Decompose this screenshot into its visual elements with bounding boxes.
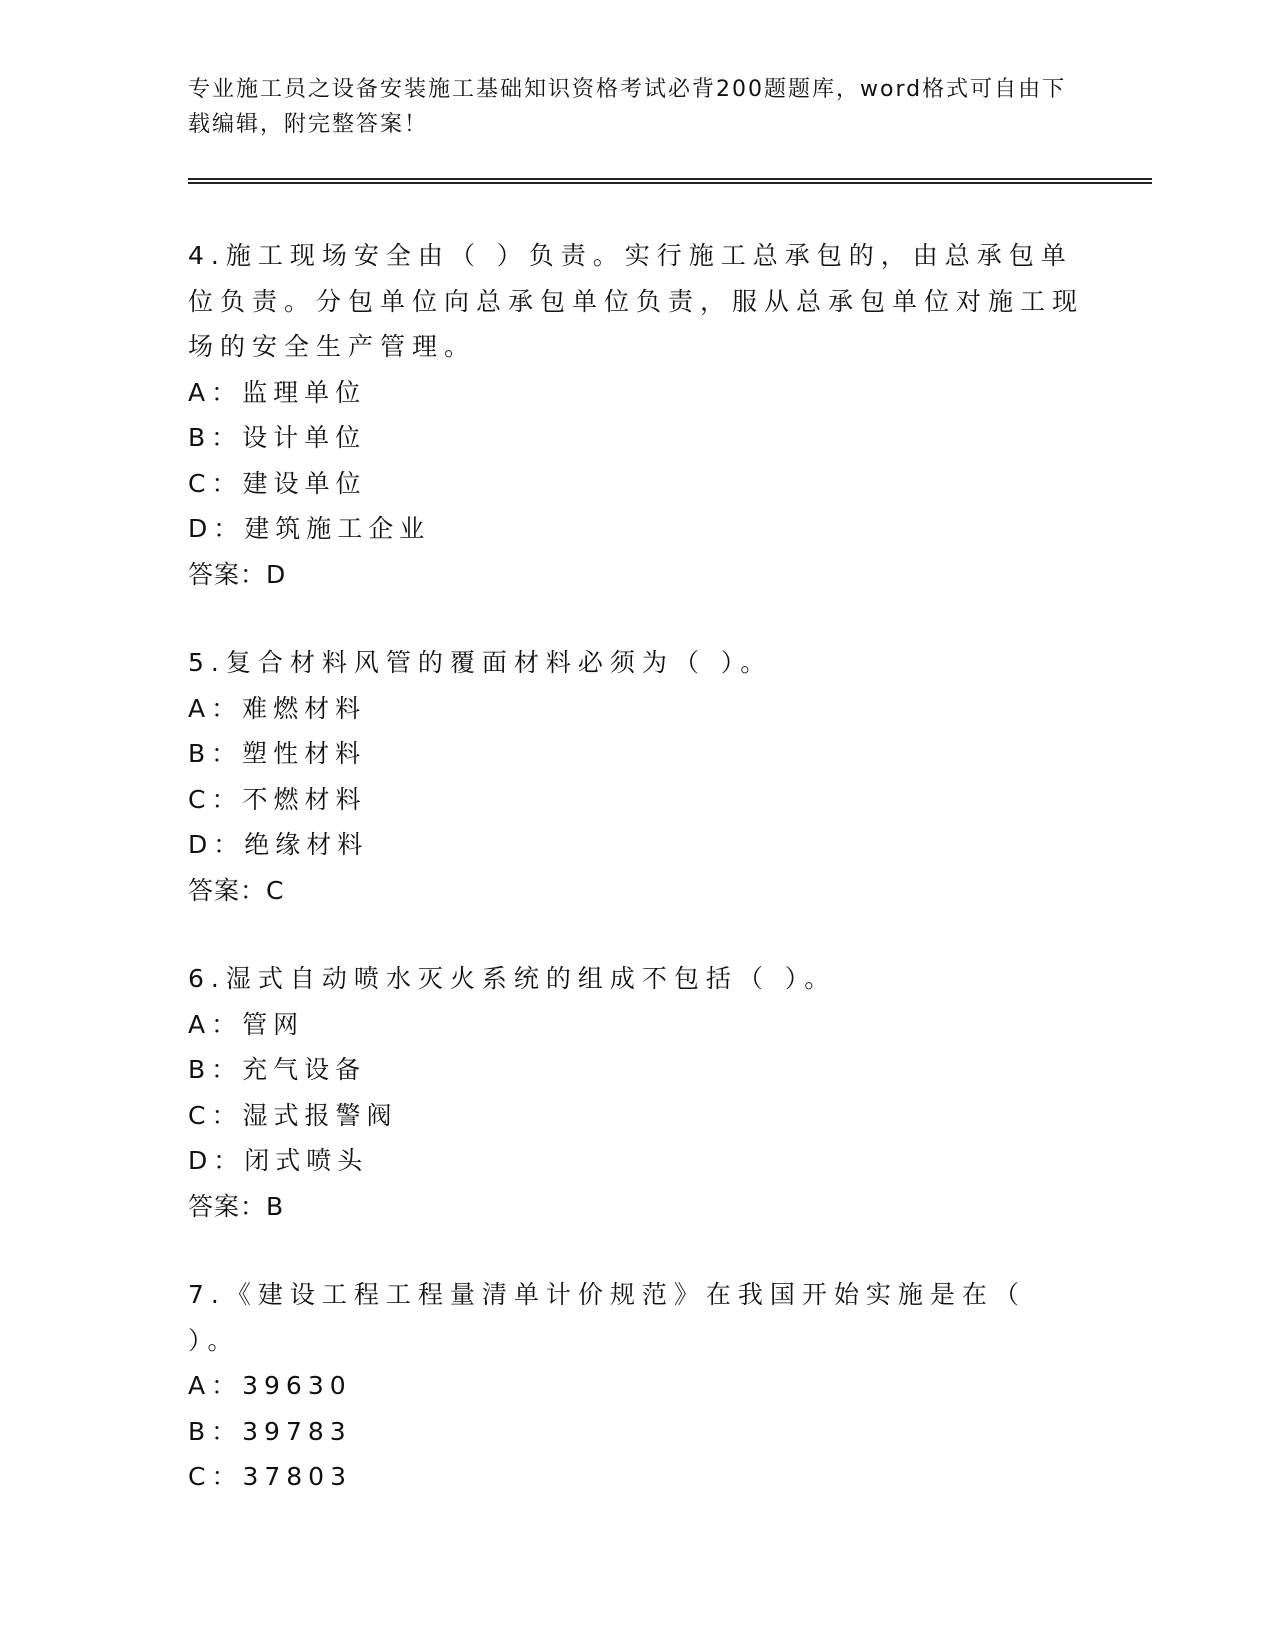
question-stem: 6.湿式自动喷水灭火系统的组成不包括（ ）。	[188, 964, 837, 993]
option-b: B：塑性材料	[188, 739, 367, 768]
question-6	[188, 956, 1088, 1229]
header-double-rule	[188, 178, 1152, 184]
question-stem: 7.《建设工程工程量清单计价规范》在我国开始实施是在（ ）。	[188, 1280, 1026, 1355]
option-a: A：监理单位	[188, 377, 367, 407]
answer-line: 答案：C	[188, 875, 285, 905]
option-b: B：充气设备	[188, 1055, 367, 1084]
option-c: C：湿式报警阀	[188, 1100, 398, 1130]
question-5	[188, 640, 1088, 913]
question-7	[188, 1272, 1088, 1500]
option-b: B：设计单位	[188, 423, 367, 452]
answer-line: 答案：D	[188, 559, 287, 589]
option-b: B：39783	[188, 1416, 352, 1446]
option-a: A：难燃材料	[188, 693, 367, 723]
answer-line: 答案：B	[188, 1191, 285, 1221]
question-list	[188, 233, 1088, 1543]
option-c: C：37803	[188, 1462, 352, 1491]
option-a: A：管网	[188, 1009, 305, 1039]
document-header: 专业施工员之设备安装施工基础知识资格考试必背200题题库，word格式可自由下载编辑，附完整答案！	[188, 77, 1067, 137]
question-4	[188, 233, 1088, 597]
option-a: A：39630	[188, 1371, 352, 1400]
option-d: D：绝缘材料	[188, 830, 369, 859]
option-d: D：建筑施工企业	[188, 514, 431, 543]
option-d: D：闭式喷头	[188, 1146, 369, 1175]
option-c: C：建设单位	[188, 468, 367, 498]
option-c: C：不燃材料	[188, 784, 367, 814]
question-stem: 4.施工现场安全由（ ）负责。实行施工总承包的，由总承包单位负责。分包单位向总承包单位负责，服从总承包单位对施工现场的安全生产管理。	[188, 241, 1085, 361]
question-stem: 5.复合材料风管的覆面材料必须为（ ）。	[188, 648, 773, 677]
